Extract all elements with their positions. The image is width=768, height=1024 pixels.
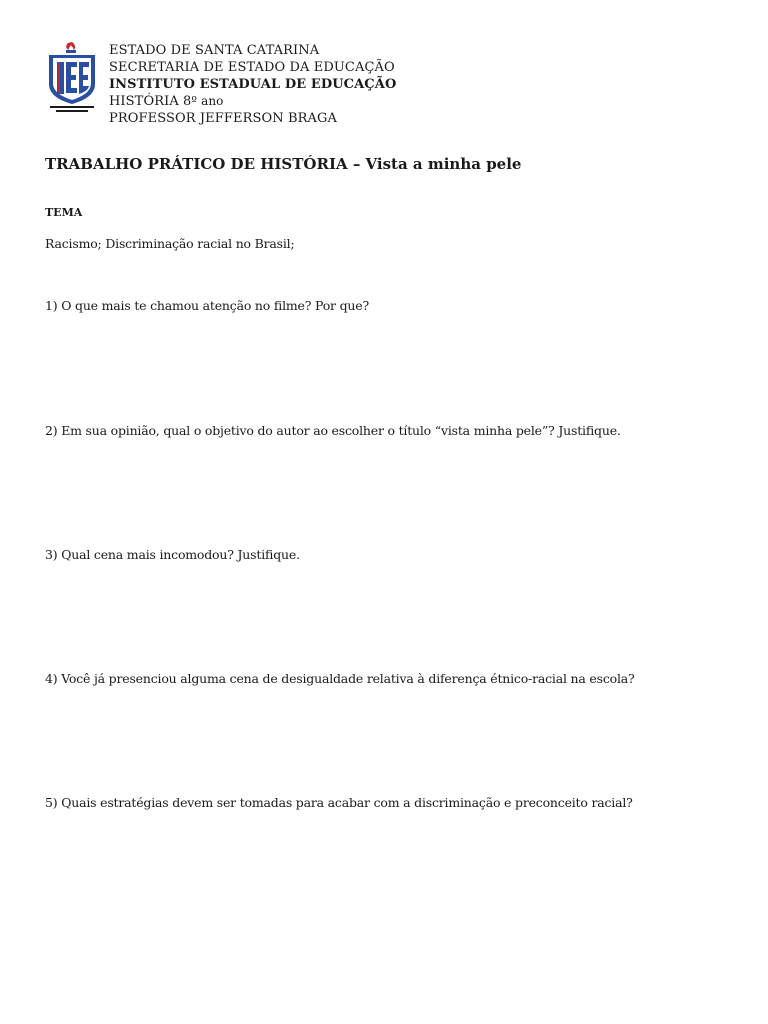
- header-professor: PROFESSOR JEFFERSON BRAGA: [109, 111, 337, 127]
- header-subject-grade: [109, 93, 396, 111]
- school-logo: [44, 40, 100, 116]
- question-4: 4) Você já presenciou alguma cena de desigualdade relativa à diferença étnico-racial na escola?: [45, 671, 635, 686]
- tema-text: Racismo; Discriminação racial no Brasil;: [45, 236, 295, 251]
- answer-area-3[interactable]: [45, 571, 725, 651]
- school-logo-icon: [44, 40, 100, 116]
- header-state: ESTADO DE SANTA CATARINA: [109, 43, 320, 58]
- question-3: 3) Qual cena mais incomodou? Justifique.: [45, 547, 300, 562]
- question-5: 5) Quais estratégias devem ser tomadas para acabar com a discriminação e preconceito racial?: [45, 795, 633, 810]
- answer-area-1[interactable]: [45, 322, 725, 402]
- question-2: 2) Em sua opinião, qual o objetivo do autor ao escolher o título “vista minha pele”? Justifique.: [45, 423, 621, 438]
- header-block: [109, 43, 396, 128]
- header-secretariat: SECRETARIA DE ESTADO DA EDUCAÇÃO: [109, 59, 395, 75]
- header-subject: HISTÓRIA 8: [109, 94, 192, 110]
- page-title: TRABALHO PRÁTICO DE HISTÓRIA – Vista a minha pele: [45, 155, 522, 173]
- header-grade-suffix: º ano: [191, 94, 224, 109]
- answer-area-2[interactable]: [45, 447, 725, 527]
- answer-area-4[interactable]: [45, 695, 725, 775]
- tema-label: TEMA: [45, 206, 83, 219]
- header-institute: INSTITUTO ESTADUAL DE EDUCAÇÃO: [109, 76, 397, 92]
- answer-area-5[interactable]: [45, 819, 725, 899]
- question-1: 1) O que mais te chamou atenção no filme? Por que?: [45, 298, 369, 313]
